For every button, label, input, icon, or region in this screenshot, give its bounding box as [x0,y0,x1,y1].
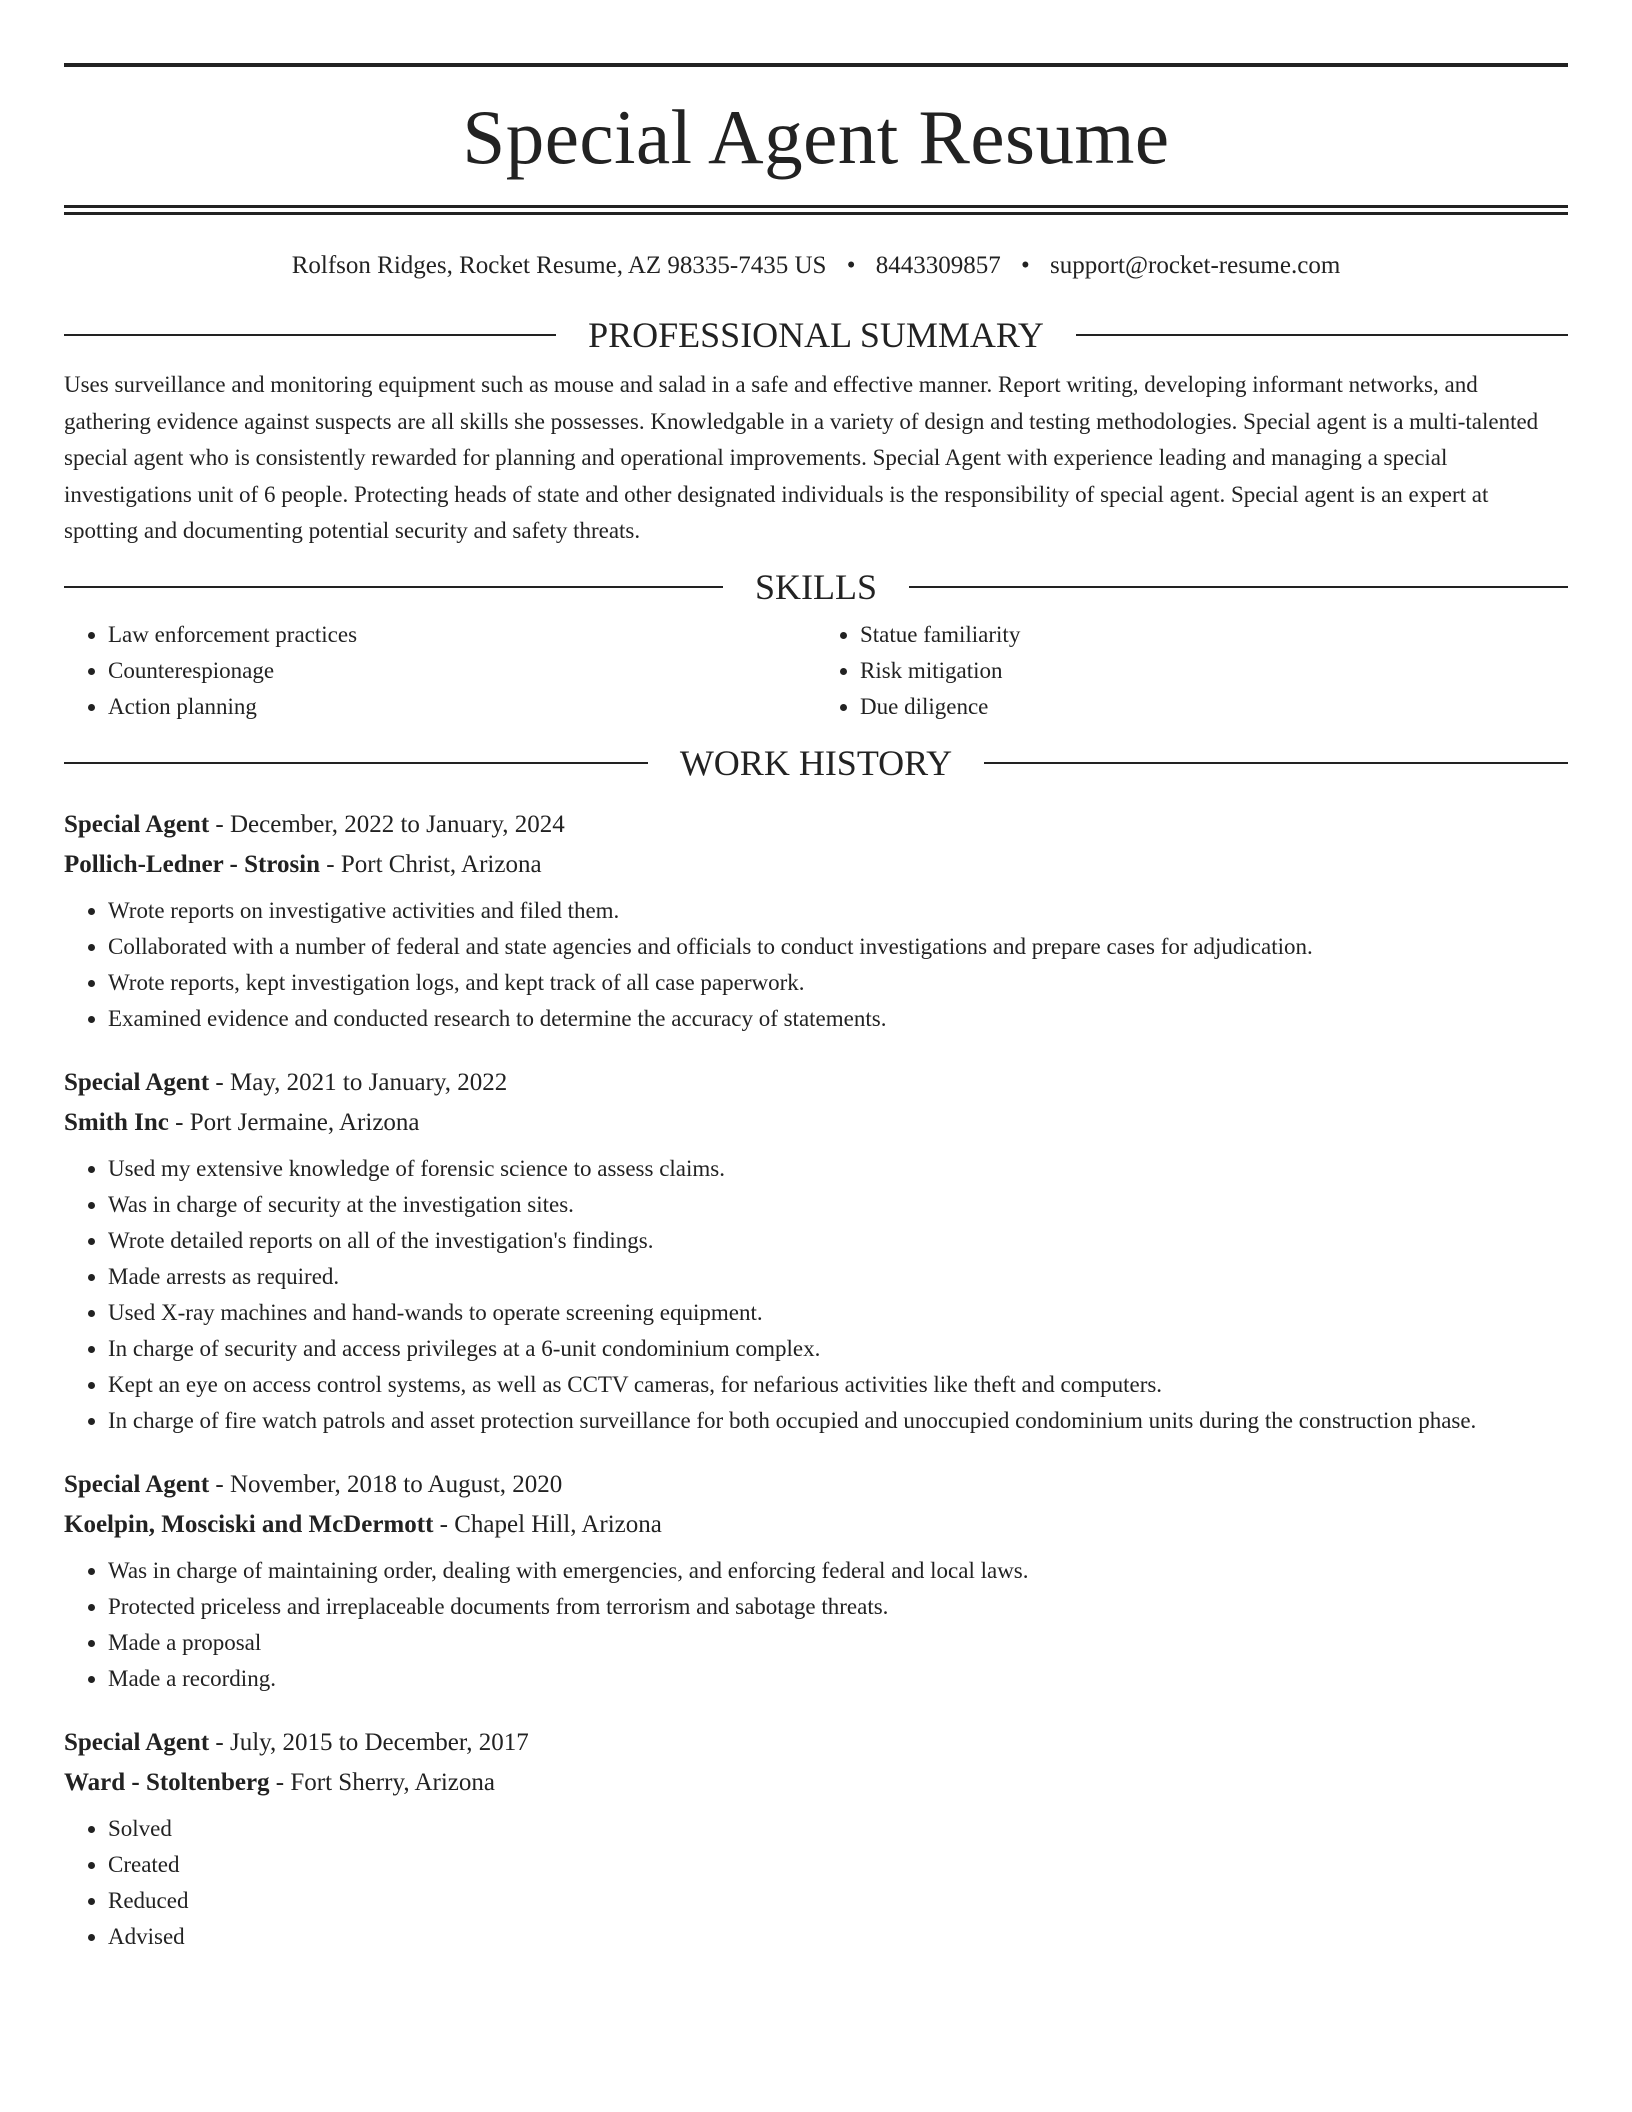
job-title: Special Agent [64,1068,210,1096]
summary-section-heading [64,315,1568,355]
job-entry [64,1063,1568,1439]
job-bullet: • Made arrests as required. [108,1259,1568,1295]
heading-rule [64,586,723,588]
job-company-line [64,1103,1568,1143]
job-dates: - July, 2015 to December, 2017 [209,1728,529,1756]
job-dates: - December, 2022 to January, 2024 [209,810,565,838]
job-bullet: • Used X-ray machines and hand-wands to operate screening equipment. [108,1295,1568,1331]
job-bullet: • Was in charge of maintaining order, dealing with emergencies, and enforcing federal and local laws. [108,1553,1568,1589]
job-bullet: • Solved [108,1811,1568,1847]
job-bullets [64,1151,1568,1439]
contact-address: Rolfson Ridges, Rocket Resume, AZ 98335-7435 US [291,252,827,279]
skill-item: • Risk mitigation [860,653,1568,689]
skill-item: • Counterespionage [108,653,816,689]
job-bullets [64,1811,1568,1955]
job-bullet: • Used my extensive knowledge of forensic science to assess claims. [108,1151,1568,1187]
job-bullet: • Collaborated with a number of federal and state agencies and officials to conduct investigations and prepare cases for adjudication. [108,929,1568,965]
job-bullet: • Wrote reports, kept investigation logs, and kept track of all case paperwork. [108,965,1568,1001]
job-bullet: • Made a recording. [108,1661,1568,1697]
job-title: Special Agent [64,810,210,838]
job-location: - Chapel Hill, Arizona [433,1510,662,1538]
skill-item: • Statue familiarity [860,617,1568,653]
job-bullet: • Examined evidence and conducted research to determine the accuracy of statements. [108,1001,1568,1037]
contact-separator: • [846,252,856,279]
job-dates: - May, 2021 to January, 2022 [209,1068,508,1096]
job-bullets [64,1553,1568,1697]
job-bullet: • In charge of fire watch patrols and asset protection surveillance for both occupied and unoccupied condominium units during the construction phase. [108,1403,1568,1439]
job-bullet: • Wrote detailed reports on all of the investigation's findings. [108,1223,1568,1259]
skills-column-right [816,617,1568,725]
contact-phone: 8443309857 [875,252,1001,279]
job-title: Special Agent [64,1470,210,1498]
heading-rule [64,762,648,764]
job-title-line [64,1465,1568,1505]
top-rule [64,63,1568,67]
job-bullet: • Kept an eye on access control systems, as well as CCTV cameras, for nefarious activities like theft and computers. [108,1367,1568,1403]
skills-list [64,617,1568,725]
job-bullets [64,893,1568,1037]
job-entry [64,1465,1568,1697]
job-dates: - November, 2018 to August, 2020 [209,1470,563,1498]
job-bullet: • Created [108,1847,1568,1883]
job-title-line [64,805,1568,845]
job-title-line [64,1723,1568,1763]
heading-rule [909,586,1568,588]
job-bullet: • Reduced [108,1883,1568,1919]
job-bullet: • Protected priceless and irreplaceable documents from terrorism and sabotage threats. [108,1589,1568,1625]
job-bullet: • Was in charge of security at the investigation sites. [108,1187,1568,1223]
job-bullet: • Wrote reports on investigative activities and filed them. [108,893,1568,929]
title-double-rule [64,205,1568,215]
heading-rule [64,334,556,336]
skills-column-left [64,617,816,725]
job-company-line [64,1505,1568,1545]
job-location: - Port Christ, Arizona [320,850,542,878]
summary-heading-label: PROFESSIONAL SUMMARY [588,315,1044,355]
skill-item: • Action planning [108,689,816,725]
summary-text: Uses surveillance and monitoring equipment such as mouse and salad in a safe and effective manner. Report writing, developing informant networks, and gathering evidence against suspects are all skills she possesses. Knowledgable in a variety of design and testing methodologies. Special agent is a multi-talented special agent who is consistently rewarded for planning and operational improvements. Special Agent with experience leading and managing a special investigations unit of 6 people. Protecting heads of state and other designated individuals is the responsibility of special agent. Special agent is an expert at spotting and documenting potential security and safety threats. [64,372,1539,543]
job-entry [64,805,1568,1037]
job-title: Special Agent [64,1728,210,1756]
heading-rule [984,762,1568,764]
job-company: Smith Inc [64,1108,169,1136]
job-entry [64,1723,1568,1955]
skill-item: • Law enforcement practices [108,617,816,653]
skills-heading-label: SKILLS [755,566,878,607]
job-bullet: • In charge of security and access privileges at a 6-unit condominium complex. [108,1331,1568,1367]
skills-section-heading [64,567,1568,607]
contact-email: support@rocket-resume.com [1049,252,1341,279]
skill-item: • Due diligence [860,689,1568,725]
job-company-line [64,1763,1568,1803]
job-bullet: • Advised [108,1919,1568,1955]
job-company: Ward - Stoltenberg [64,1768,270,1796]
heading-rule [1076,334,1568,336]
contact-separator: • [1020,252,1030,279]
work-heading-label: WORK HISTORY [679,742,953,783]
job-title-line [64,1063,1568,1103]
job-company-line [64,845,1568,885]
work-section-heading [64,743,1568,783]
job-bullet: • Made a proposal [108,1625,1568,1661]
job-company: Koelpin, Mosciski and McDermott [64,1510,434,1538]
page-title: Special Agent Resume [462,94,1170,180]
resume-page [64,0,1568,1955]
contact-line [64,251,1568,281]
job-location: - Fort Sherry, Arizona [269,1768,495,1796]
job-company: Pollich-Ledner - Strosin [64,850,321,878]
job-location: - Port Jermaine, Arizona [168,1108,420,1136]
